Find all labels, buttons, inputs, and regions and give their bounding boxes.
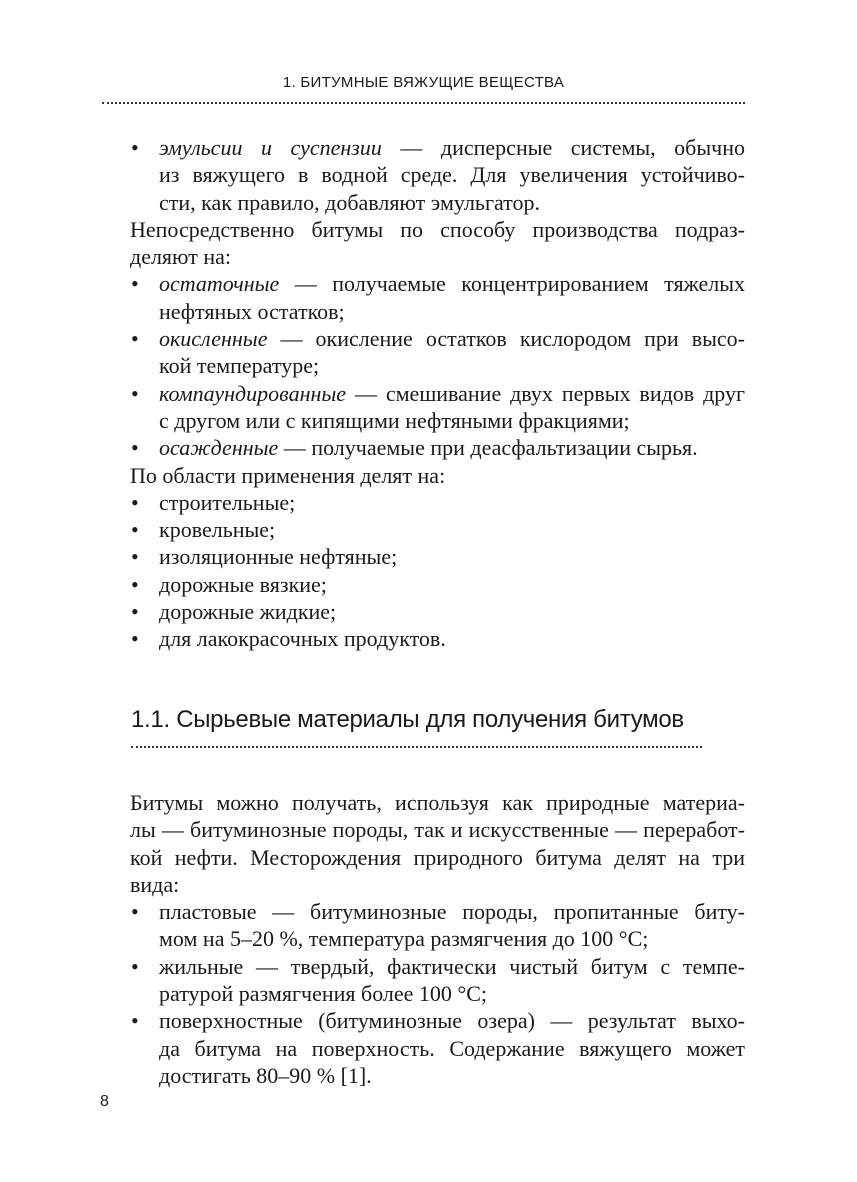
paragraph-raw-materials: Битумы можно получать, используя как природные материа- <box>130 790 745 815</box>
list-item-text: • пластовые — битуминозные породы, пропитанные биту- <box>159 899 745 925</box>
paragraph-raw-materials-cont: лы — битуминозные породы, так и искусственные — переработ- <box>130 817 745 843</box>
paragraph-production-intro-cont: деляют на: <box>130 244 231 270</box>
term-oxidized: окисленные <box>159 326 268 352</box>
header-dotted-rule <box>102 102 745 104</box>
list-item-text: сти, как правило, добавляют эмульгатор. <box>159 189 541 215</box>
list-item-text: — окисление остатков кислородом при высо- <box>267 326 745 352</box>
list-item-precipitated <box>130 434 745 461</box>
list-item-application: • кровельные; <box>130 516 745 543</box>
list-item-compounded <box>130 380 745 435</box>
term-emulsion: эмульсии и суспензии <box>159 135 382 160</box>
list-item-stratal <box>130 898 745 953</box>
page-body-top <box>130 134 745 653</box>
paragraph-production-intro: Непосредственно битумы по способу производства подраз- <box>130 216 745 242</box>
page-number: 8 <box>100 1093 109 1110</box>
list-item-text: из вяжущего в водной среде. Для увеличения устойчиво- <box>159 162 745 188</box>
list-item-text: — смешивание двух первых видов друг <box>346 380 745 406</box>
list-item-text: да битума на поверхность. Содержание вяжущего может <box>159 1035 745 1061</box>
list-item-text: • поверхностные (битуминозные озера) — результат выхо- <box>159 1008 745 1034</box>
list-item-text: достигать 80–90 % [1]. <box>159 1062 372 1088</box>
list-item-text: нефтяных остатков; <box>159 298 345 324</box>
list-item-text: • жильные — твердый, фактически чистый битум с темпе- <box>159 953 745 979</box>
list-item-text: мом на 5–20 %, температура размягчения до 100 °С; <box>159 926 649 952</box>
section-dotted-rule <box>131 746 702 748</box>
section-heading: 1.1. Сырьевые материалы для получения битумов <box>131 706 684 733</box>
list-item-application: • дорожные вязкие; <box>130 571 745 598</box>
paragraph-raw-materials-cont: кой нефти. Месторождения природного битума делят на три вида: <box>130 844 745 897</box>
list-item-vein <box>130 953 745 1008</box>
list-item-text: ратурой размягчения более 100 °С; <box>159 981 487 1007</box>
term-residual: остаточные <box>159 271 280 297</box>
list-item-oxidized <box>130 325 745 380</box>
list-item-text: кой температуре; <box>159 353 320 379</box>
term-precipitated: осажденные <box>159 435 279 461</box>
term-compounded: компаундированные <box>159 380 347 406</box>
list-item-residual <box>130 270 745 325</box>
list-item-text: — дисперсные системы, обычно <box>381 135 745 160</box>
list-item-application: • дорожные жидкие; <box>130 598 745 625</box>
list-item-emulsion <box>130 134 745 216</box>
paragraph-application-intro: По области применения делят на: <box>130 462 446 488</box>
running-head-title: 1. БИТУМНЫЕ ВЯЖУЩИЕ ВЕЩЕСТВА <box>282 74 565 91</box>
list-item-text: с другом или с кипящими нефтяными фракциями; <box>159 407 630 433</box>
list-item-text: — получаемые концентрированием тяжелых <box>279 271 745 297</box>
list-item-surface <box>130 1007 745 1089</box>
page-body-section <box>130 789 745 1089</box>
list-item-text: — получаемые при деасфальтизации сырья. <box>278 435 698 461</box>
list-item-application: • строительные; <box>130 489 745 516</box>
list-item-application: • для лакокрасочных продуктов. <box>130 625 745 652</box>
list-item-application: • изоляционные нефтяные; <box>130 543 745 570</box>
